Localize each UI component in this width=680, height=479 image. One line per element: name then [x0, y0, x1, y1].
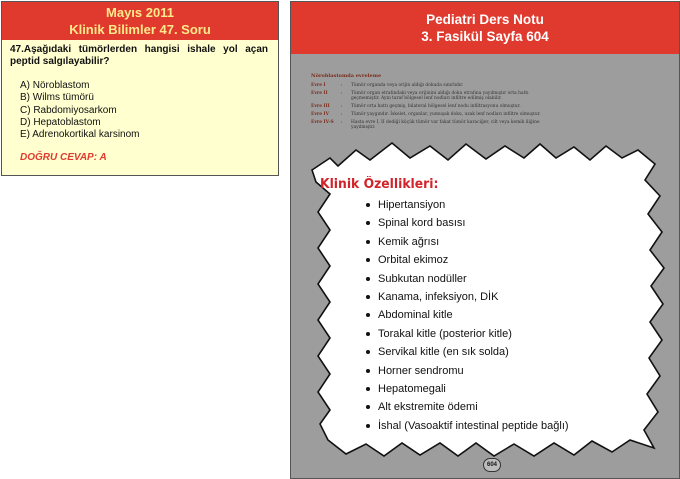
question-header-title: Klinik Bilimler 47. Soru — [69, 22, 211, 37]
bullet-icon — [366, 369, 370, 373]
bullet-icon — [366, 277, 370, 281]
correct-answer: DOĞRU CEVAP: A — [20, 152, 107, 164]
bullet-icon — [366, 313, 370, 317]
note-header-subtitle: 3. Fasikül Sayfa 604 — [421, 29, 549, 44]
bullet-icon — [366, 258, 370, 262]
list-item: Spinal kord basısı — [320, 214, 650, 232]
list-item: Torakal kitle (posterior kitle) — [320, 325, 650, 343]
page-row-stage: Evre I — [311, 83, 326, 88]
bullet-icon — [366, 221, 370, 225]
list-item: Hipertansiyon — [320, 196, 650, 214]
list-item: Hepatomegali — [320, 380, 650, 398]
bullet-icon — [366, 350, 370, 354]
note-header-title: Pediatri Ders Notu — [426, 12, 544, 27]
bullet-icon — [366, 405, 370, 409]
list-item: Alt ekstremite ödemi — [320, 398, 650, 416]
page-row: Evre IV-S : Hasta evre I, II dediği küçük tümör var fakat tümör karaciğer, cilt veya kemik iliğine yayılmıştır. — [311, 120, 540, 130]
page-row: Evre III : Tümör orta hattı geçmiş, bilateral bölgesel lenf nodu infiltrasyonu olmuştur. — [311, 104, 661, 109]
page-row: Evre II : Tümör organ etrafındaki veya orijinini aldığı doku etrafına yayılmıştır orta hattı geçmemiştir. Aynı taraf bölgesel lenf nodları infiltre edilmiş olabilir. — [311, 91, 661, 101]
bullet-icon — [366, 387, 370, 391]
page-row-text: Tümör orta hattı geçmiş, bilateral bölgesel lenf nodu infiltrasyonu olmuştur. — [351, 104, 521, 109]
option-a: A) Nöroblastom — [20, 80, 90, 91]
option-e: E) Adrenokortikal karsinom — [20, 129, 140, 141]
list-item: Horner sendromu — [320, 362, 650, 380]
bullet-icon — [366, 295, 370, 299]
question-text: 47.Aşağıdaki tümörlerden hangisi ishale yol açan peptid salgılayabilir? — [10, 44, 268, 67]
page-row: Evre I : Tümör organda veya orijin aldığı dokuda sınırlıdır. — [311, 83, 661, 88]
option-b: B) Wilms tümörü — [20, 92, 94, 104]
list-item: Subkutan nodüller — [320, 270, 650, 288]
list-item: Orbital ekimoz — [320, 251, 650, 269]
list-item: Kanama, infeksiyon, DİK — [320, 288, 650, 306]
list-item: İshal (Vasoaktif intestinal peptide bağlı) — [320, 417, 650, 435]
list-item: Kemik ağrısı — [320, 233, 650, 251]
question-header-date: Mayıs 2011 — [106, 5, 174, 20]
clinical-features — [320, 177, 650, 435]
option-c: C) Rabdomiyosarkom — [20, 104, 117, 116]
page-row-stage: Evre IV — [311, 112, 329, 117]
page-row-stage: Evre IV-S — [311, 120, 334, 125]
bullet-icon — [366, 424, 370, 428]
page-row-text: Tümör yaygındır. İskelet, organlar, yumuşak doku, uzak lenf nodları infiltre olmuştur. — [351, 112, 541, 117]
clinical-features-list — [320, 196, 650, 435]
page-row-text: Tümör organ etrafındaki veya orijinini aldığı doku etrafına yayılmıştır orta hattı geçmemiştir. Aynı taraf bölgesel lenf nodları infiltre edilmiş olabilir. — [351, 91, 529, 101]
page-row-text: Tümör organda veya orijin aldığı dokuda sınırlıdır. — [351, 83, 464, 88]
page-row-stage: Evre III — [311, 104, 330, 109]
bullet-icon — [366, 240, 370, 244]
page-section-title: Nöroblastomda evreleme — [311, 73, 382, 79]
option-d: D) Hepatoblastom — [20, 116, 101, 128]
page-row: Evre IV : Tümör yaygındır. İskelet, organlar, yumuşak doku, uzak lenf nodları infiltre olmuştur. — [311, 112, 541, 117]
page-number: 604 — [483, 458, 501, 472]
bullet-icon — [366, 332, 370, 336]
page-row-text: Hasta evre I, II dediği küçük tümör var fakat tümör karaciğer, cilt veya kemik iliğine yayılmıştır. — [351, 120, 540, 130]
list-item: Abdominal kitle — [320, 306, 650, 324]
list-item: Servikal kitle (en sık solda) — [320, 343, 650, 361]
bullet-icon — [366, 203, 370, 207]
page-row-stage: Evre II — [311, 91, 328, 96]
clinical-features-title: Klinik Özellikleri: — [320, 177, 439, 192]
